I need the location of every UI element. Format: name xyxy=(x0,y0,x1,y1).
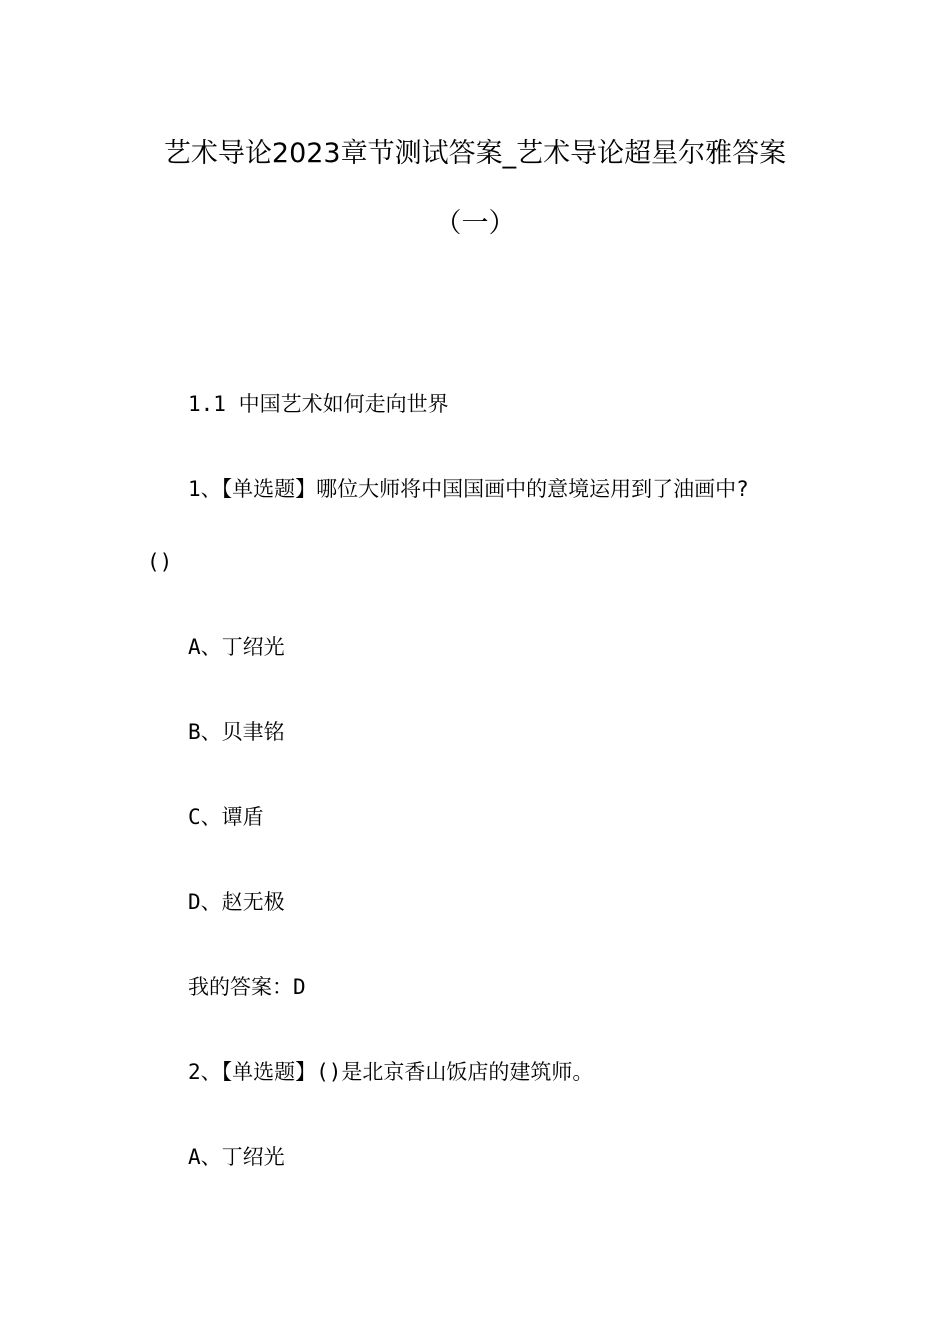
question-1-stem: 1、【单选题】哪位大师将中国国画中的意境运用到了油画中? xyxy=(188,477,749,501)
question-1-option-d: D、赵无极 xyxy=(188,890,285,914)
question-1-option-b: B、贝聿铭 xyxy=(188,720,285,744)
document-title-continued: （一） xyxy=(434,208,516,239)
question-1-option-c: C、谭盾 xyxy=(188,805,264,829)
question-1-stem-continued: () xyxy=(147,550,173,574)
section-heading: 1.1 中国艺术如何走向世界 xyxy=(188,392,449,416)
document-title: 艺术导论2023章节测试答案_艺术导论超星尔雅答案 xyxy=(163,138,787,169)
question-2-option-a: A、丁绍光 xyxy=(188,1145,285,1169)
question-1-option-a: A、丁绍光 xyxy=(188,635,285,659)
question-2-stem: 2、【单选题】()是北京香山饭店的建筑师。 xyxy=(188,1060,594,1084)
question-1-answer: 我的答案：D xyxy=(188,975,306,999)
